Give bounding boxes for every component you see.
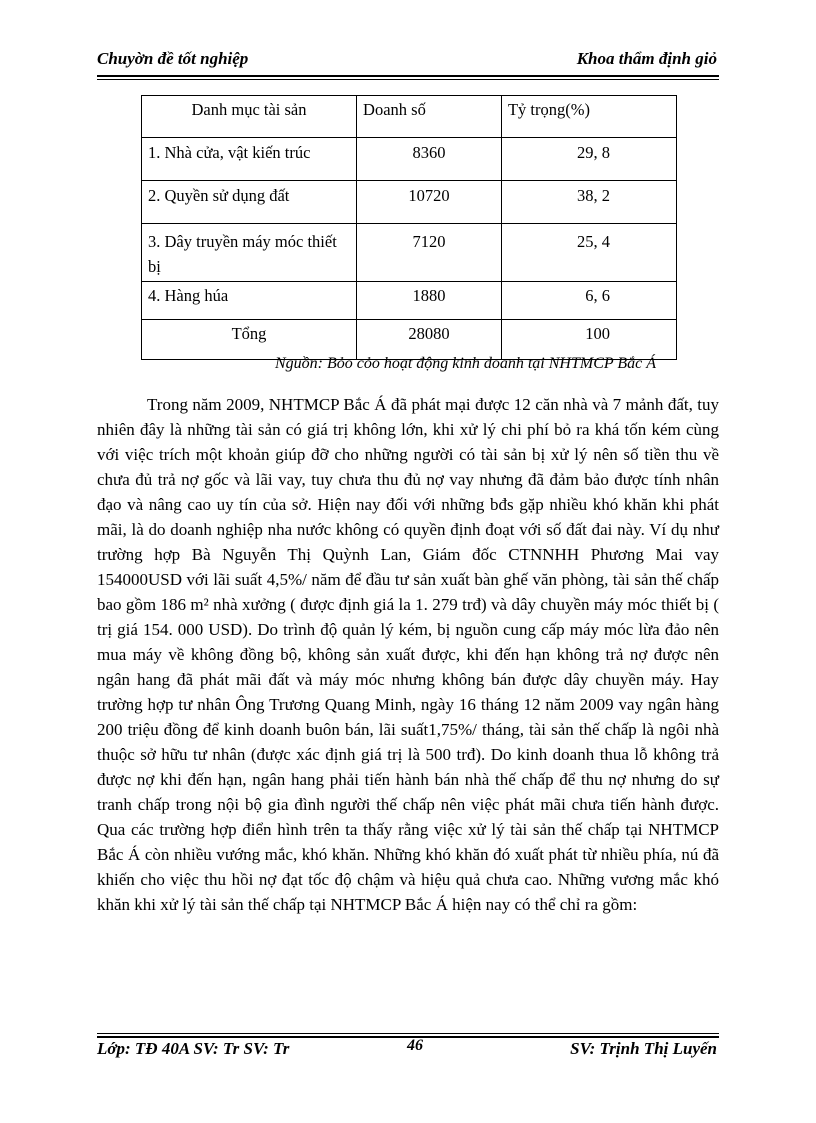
table-header-row [142,96,677,138]
header-title-right: Khoa thẩm định giỏ [576,49,717,68]
revenue-cell: 10720 [357,181,502,224]
footer-rule-thin [97,1033,719,1034]
body-paragraph: Trong năm 2009, NHTMCP Bắc Á đã phát mại được 12 căn nhà và 7 mảnh đất, tuy nhiên đây là những tài sản có giá trị không lớn, khi xử lý chi phí bỏ ra khá tốn kém cùng với việc trích một khoản giúp đỡ cho những người có tài sản bị xử lý nên số tiền thu về chưa đủ trả nợ gốc và lãi vay, tuy chưa thu đủ nợ vay nhưng đã đảm bảo được tính nhân đạo và nâng cao uy tín của sở. Hiện nay đối với những bđs gặp nhiều khó khăn khi phát mãi, là do doanh nghiệp nha nước không có quyền định đoạt với số đất đai này. Ví dụ như trường hợp Bà Nguyễn Thị Quỳnh Lan, Giám đốc CTNNHH Phương Mai vay 154000USD với lãi suất 4,5%/ năm để đầu tư sản xuất bàn ghế văn phòng, tài sản thế chấp bao gồm 186 m² nhà xưởng ( được định giá la 1. 279 trđ) và dây chuyền máy móc thiết bị ( trị giá 154. 000 USD). Do trình độ quản lý kém, bị nguồn cung cấp máy móc lừa đảo nên mua máy về không đồng bộ, không sản xuất được, khi đến hạn không trả nợ được nên ngân hang đã phát mãi đất và máy móc nhưng không bán được dây chuyền máy. Hay trường hợp tư nhân Ông Trương Quang Minh, ngày 16 tháng 12 năm 2009 vay ngân hàng 200 triệu đồng để kinh doanh buôn bán, lãi suất1,75%/ tháng, tài sản thế chấp là ngôi nhà thuộc sở hữu tư nhân (được xác định giá trị là 500 trđ). Do kinh doanh thua lỗ không trả được nợ khi đến hạn, ngân hang phải tiến hành bán nhà thế chấp để thu nợ nhưng do sự tranh chấp trong nội bộ gia đình người thế chấp nên việc phát mãi chưa tiến hành được. Qua các trường hợp điển hình trên ta thấy rằng việc xử lý tài sản thế chấp tại NHTMCP Bắc Á còn nhiều vướng mắc, khó khăn. Những khó khăn đó xuất phát từ nhiều phía, nú đã khiến cho việc thu hồi nợ đạt tốc độ chậm và hiệu quả chưa cao. Những vương mắc khó khăn khi xử lý tài sản thế chấp tại NHTMCP Bắc Á hiện nay có thể chỉ ra gồm: [97,395,719,914]
column-header: Danh mục tài sản [142,96,357,138]
table-row [142,138,677,181]
table-source-caption [141,355,677,373]
caption-text: Nguồn: Bỏo cỏo hoạt động kinh doanh tại NHTMCP Bắc Á [274,355,656,372]
asset-name-cell: 4. Hàng húa [142,282,357,320]
asset-name-cell: 2. Quyền sử dụng đất [142,181,357,224]
total-revenue-cell: 28080 [357,320,502,360]
footer-author: SV: Trịnh Thị Luyến [570,1039,717,1058]
revenue-cell: 1880 [357,282,502,320]
share-cell: 6, 6 [501,282,676,320]
table-row [142,181,677,224]
table-row [142,224,677,282]
total-share-cell: 100 [501,320,676,360]
revenue-cell: 8360 [357,138,502,181]
table-row [142,282,677,320]
page-header [97,47,719,75]
column-header: Doanh số [357,96,502,138]
asset-name-cell: 3. Dây truyền máy móc thiết bị [142,224,357,282]
share-cell: 29, 8 [501,138,676,181]
asset-name-cell: 1. Nhà cửa, vật kiến trúc [142,138,357,181]
total-label-cell: Tổng [142,320,357,360]
header-rule-thin [97,79,719,80]
revenue-cell: 7120 [357,224,502,282]
page-number: 46 [407,1037,423,1054]
asset-table [141,95,677,360]
share-cell: 38, 2 [501,181,676,224]
page-footer [97,1039,719,1063]
header-title-left: Chuyờn đề tốt nghiệp [97,49,249,68]
share-cell: 25, 4 [501,224,676,282]
footer-class-info: Lớp: TĐ 40A SV: Tr SV: Tr [97,1039,290,1058]
column-header: Tỷ trọng(%) [501,96,676,138]
table-total-row [142,320,677,360]
header-rule-thick [97,75,719,77]
